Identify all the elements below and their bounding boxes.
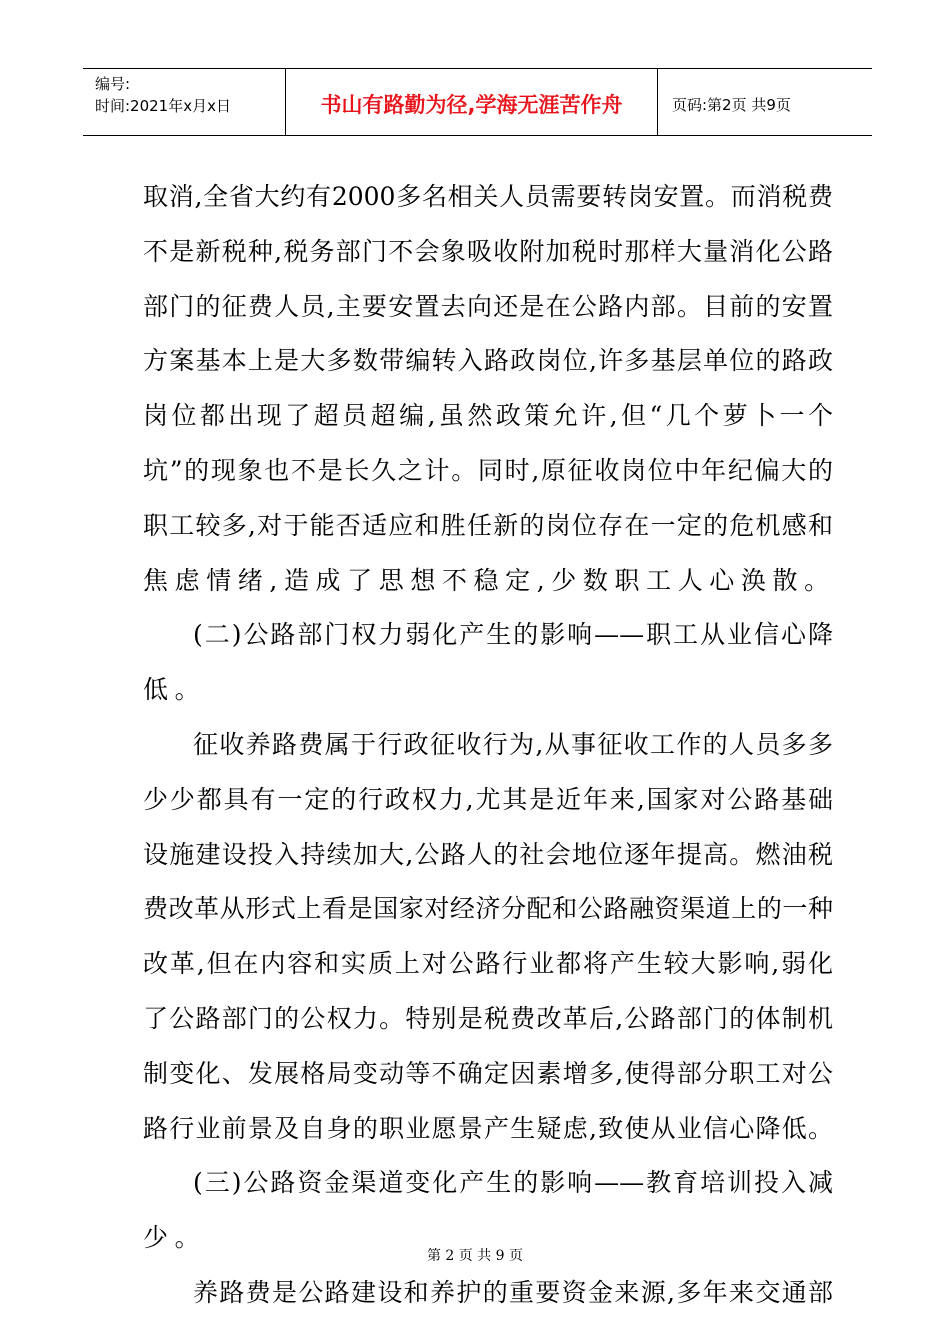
body-line: 职工较多,对于能否适应和胜任新的岗位存在一定的危机感和 [143, 510, 833, 540]
document-number-label: 编号: [95, 75, 131, 93]
body-line: 岗位都出现了超员超编,虽然政策允许,但“几个萝卜一个 [143, 401, 833, 431]
body-line: 方案基本上是大多数带编转入路政岗位,许多基层单位的路政 [143, 346, 833, 376]
body-line: 少少都具有一定的行政权力,尤其是近年来,国家对公路基础 [143, 784, 833, 814]
header-motto: 书山有路勤为径,学海无涯苦作舟 [286, 69, 658, 135]
header-table [83, 68, 872, 136]
body-line: 少。 [143, 1223, 207, 1253]
body-line: 焦虑情绪,造成了思想不稳定,少数职工人心涣散。 [143, 565, 836, 595]
body-line: 部门的征费人员,主要安置去向还是在公路内部。目前的安置 [143, 291, 833, 321]
page-footer: 第 2 页 共 9 页 [426, 1248, 524, 1264]
body-line: 养路费是公路建设和养护的重要资金来源,多年来交通部 [193, 1277, 833, 1307]
document-time-label: 时间:2021年x月x日 [95, 97, 231, 115]
body-line: 改革,但在内容和实质上对公路行业都将产生较大影响,弱化 [143, 949, 833, 979]
header-info-cell [83, 69, 286, 135]
body-line: 设施建设投入持续加大,公路人的社会地位逐年提高。燃油税 [143, 839, 833, 869]
body-line: 不是新税种,税务部门不会象吸收附加税时那样大量消化公路 [143, 236, 833, 266]
document-body [143, 177, 836, 1328]
body-line: 坑”的现象也不是长久之计。同时,原征收岗位中年纪偏大的 [143, 455, 833, 485]
body-line: 费改革从形式上看是国家对经济分配和公路融资渠道上的一种 [143, 894, 833, 924]
body-line: 征收养路费属于行政征收行为,从事征收工作的人员多多 [193, 729, 833, 759]
body-line: 低。 [143, 675, 207, 705]
body-line: 取消,全省大约有2000多名相关人员需要转岗安置。而消税费 [143, 182, 833, 211]
body-line: 路行业前景及自身的职业愿景产生疑虑,致使从业信心降低。 [143, 1113, 833, 1143]
body-line: 制变化、发展格局变动等不确定因素增多,使得部分职工对公 [143, 1058, 833, 1088]
body-line: 了公路部门的公权力。特别是税费改革后,公路部门的体制机 [143, 1003, 833, 1033]
section-heading-3: (三)公路资金渠道变化产生的影响——教育培训投入减 [193, 1168, 833, 1198]
section-heading-2: (二)公路部门权力弱化产生的影响——职工从业信心降 [193, 620, 833, 650]
header-page-label: 页码:第2页 共9页 [672, 95, 791, 114]
